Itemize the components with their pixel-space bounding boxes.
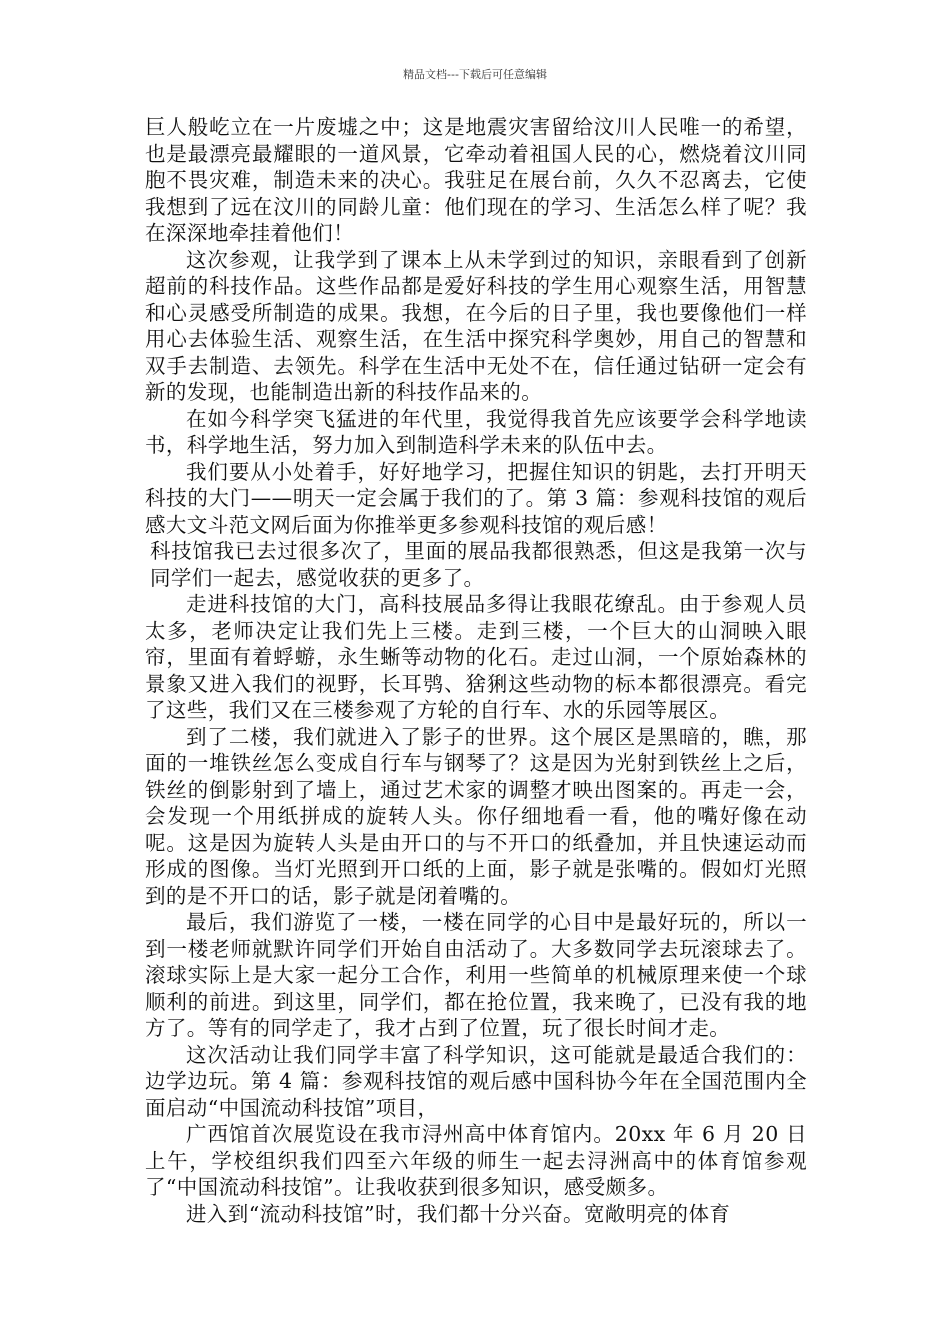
paragraph: 科技馆我已去过很多次了，里面的展品我都很熟悉，但这是我第一次与同学们一起去，感觉收获的更多了。 (150, 539, 807, 590)
paragraph: 最后，我们游览了一楼，一楼在同学的心目中是最好玩的，所以一到一楼老师就默许同学们开始自由活动了。大多数同学去玩滚球去了。滚球实际上是大家一起分工合作，利用一些简单的机械原理来使一个球顺利的前进。到这里，同学们，都在抢位置，我来晚了，已没有我的地方了。等有的同学走了，我才占到了位置，玩了很长时间才走。 (145, 910, 807, 1040)
paragraph: 巨人般屹立在一片废墟之中；这是地震灾害留给汶川人民唯一的希望，也是最漂亮最耀眼的一道风景，它牵动着祖国人民的心，燃烧着汶川同胞不畏灾难，制造未来的决心。我驻足在展台前，久久不忍离去，它使我想到了远在汶川的同龄儿童：他们现在的学习、生活怎么样了呢？我在深深地牵挂着他们！ (145, 115, 807, 245)
paragraph: 走进科技馆的大门，高科技展品多得让我眼花缭乱。由于参观人员太多，老师决定让我们先上三楼。走到三楼，一个巨大的山洞映入眼帘，里面有着蜉蝣，永生蜥等动物的化石。走过山洞，一个原始森林的景象又进入我们的视野，长耳鸮、猞猁这些动物的标本都很漂亮。看完了这些，我们又在三楼参观了方轮的自行车、水的乐园等展区。 (145, 592, 807, 722)
paragraph: 我们要从小处着手，好好地学习，把握住知识的钥匙，去打开明天科技的大门——明天一定会属于我们的了。第 3 篇：参观科技馆的观后感大文斗范文网后面为你推举更多参观科技馆的观后感！ (145, 459, 807, 537)
paragraph: 到了二楼，我们就进入了影子的世界。这个展区是黑暗的，瞧，那面的一堆铁丝怎么变成自行车与钢琴了？这是因为光射到铁丝上之后，铁丝的倒影射到了墙上，通过艺术家的调整才映出图案的。再走一会，会发现一个用纸拼成的旋转人头。你仔细地看一看，他的嘴好像在动呢。这是因为旋转人头是由开口的与不开口的纸叠加，并且快速运动而形成的图像。当灯光照到开口纸的上面，影子就是张嘴的。假如灯光照到的是不开口的话，影子就是闭着嘴的。 (145, 724, 807, 908)
paragraph: 在如今科学突飞猛进的年代里，我觉得我首先应该要学会科学地读书，科学地生活，努力加入到制造科学未来的队伍中去。 (145, 406, 807, 457)
paragraph: 这次参观，让我学到了课本上从未学到过的知识，亲眼看到了创新超前的科技作品。这些作品都是爱好科技的学生用心观察生活，用智慧和心灵感受所制造的成果。我想，在今后的日子里，我也要像他们一样用心去体验生活、观察生活，在生活中探究科学奥妙，用自己的智慧和双手去制造、去领先。科学在生活中无处不在，信任通过钻研一定会有新的发现，也能制造出新的科技作品来的。 (145, 247, 807, 404)
paragraph: 广西馆首次展览设在我市浔州高中体育馆内。20xx 年 6 月 20 日上午，学校组织我们四至六年级的师生一起去浔洲高中的体育馆参观了“中国流动科技馆”。让我收获到很多知识，感受颇多。 (145, 1122, 807, 1199)
article-body (145, 114, 807, 1227)
page-header: 精品文档---下载后可任意编辑 (403, 68, 547, 81)
paragraph: 进入到“流动科技馆”时，我们都十分兴奋。宽敞明亮的体育 (186, 1201, 731, 1226)
paragraph: 这次活动让我们同学丰富了科学知识，这可能就是最适合我们的：边学边玩。第 4 篇：参观科技馆的观后感中国科协今年在全国范围内全面启动“中国流动科技馆”项目， (145, 1042, 807, 1120)
